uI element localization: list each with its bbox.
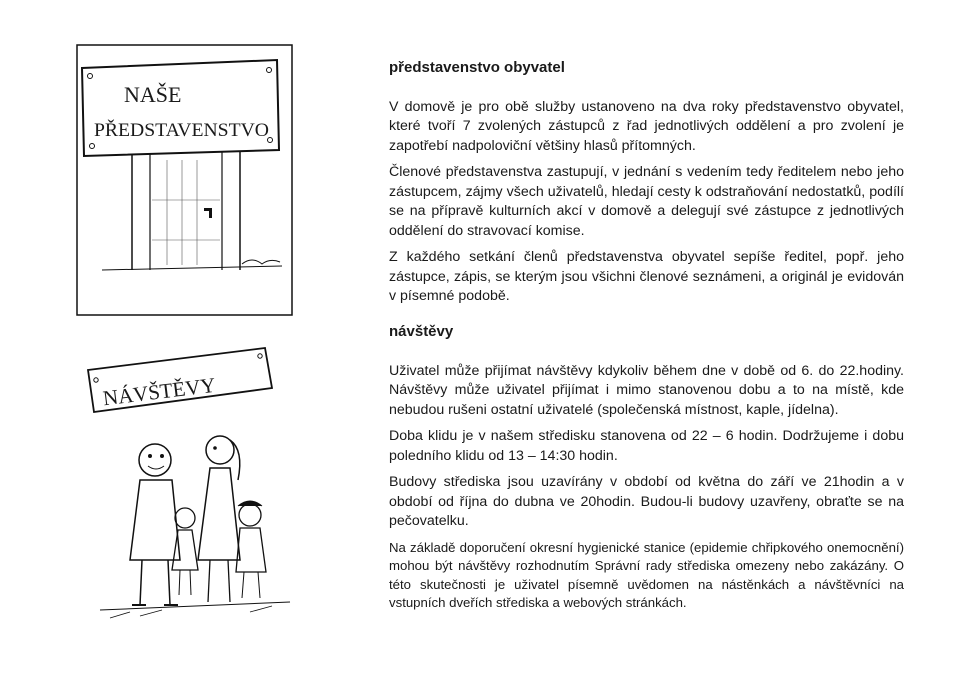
board-paragraph-3: Z každého setkání členů představenstva obyvatel sepíše ředitel, popř. jeho zástupce, zápis, se kterým jsou všichni členové seznámeni, a originál je evidován v písemné podobě.	[389, 249, 904, 304]
section-visits	[389, 322, 904, 620]
board-sign-illustration	[72, 40, 297, 320]
door-sign-drawing	[72, 40, 297, 320]
sign-title-line1: NAŠE	[124, 82, 182, 107]
section-heading-board: představenstvo obyvatel	[389, 59, 565, 76]
section-board	[389, 58, 904, 314]
board-paragraph-2: Členové představenstva zastupují, v jednání s vedením tedy ředitelem nebo jeho zástupcem, zájmy všech uživatelů, hledají cesty k odstraňování nedostatků, podílí se na přípravě kulturních akcí v domově a delegují své zástupce z jednotlivých oddělení do stravovací komise.	[389, 164, 904, 239]
board-paragraph-1: V domově je pro obě služby ustanoveno na dva roky představenstvo obyvatel, které tvoří 7 zvolených zástupců z řad jednotlivých oddělení a pro zvolení je zapotřebí nadpoloviční většiny hlasů přítomných.	[389, 98, 904, 154]
visits-paragraph-3: Budovy střediska jsou uzavírány v období od května do září ve 21hodin a v období od října do dubna ve 20hodin. Budou-li budovy uzavřeny, obraťte se na pečovatelku.	[389, 474, 904, 529]
visitors-illustration	[80, 340, 310, 630]
visits-paragraph-4: Na základě doporučení okresní hygienické stanice (epidemie chřipkového onemocnění) mohou být návštěvy rozhodnutím Správní rady střediska omezeny nebo zakázány. O této skutečnosti je uživatel písemně uvědomen na nástěnkách a návštěvníci na vstupních dveřích střediska a webových stránkách.	[389, 539, 904, 610]
sign-title-line2: PŘEDSTAVENSTVO	[94, 120, 264, 141]
family-drawing	[80, 340, 310, 630]
section-heading-visits: návštěvy	[389, 323, 454, 340]
visits-paragraph-2: Doba klidu je v našem středisku stanovena od 22 – 6 hodin. Dodržujeme i dobu poledního klidu od 13 – 14:30 hodin.	[389, 428, 904, 464]
visits-paragraph-1: Uživatel může přijímat návštěvy kdykoliv během dne v době od 6. do 22.hodiny. Návštěvy může uživatel přijímat i mimo stanovenou dobu a to na místě, kde nebudou rušeni ostatní uživatelé (společenská místnost, kaple, jídelna).	[389, 362, 904, 418]
visits-sign-title: NÁVŠTĚVY	[101, 372, 217, 411]
